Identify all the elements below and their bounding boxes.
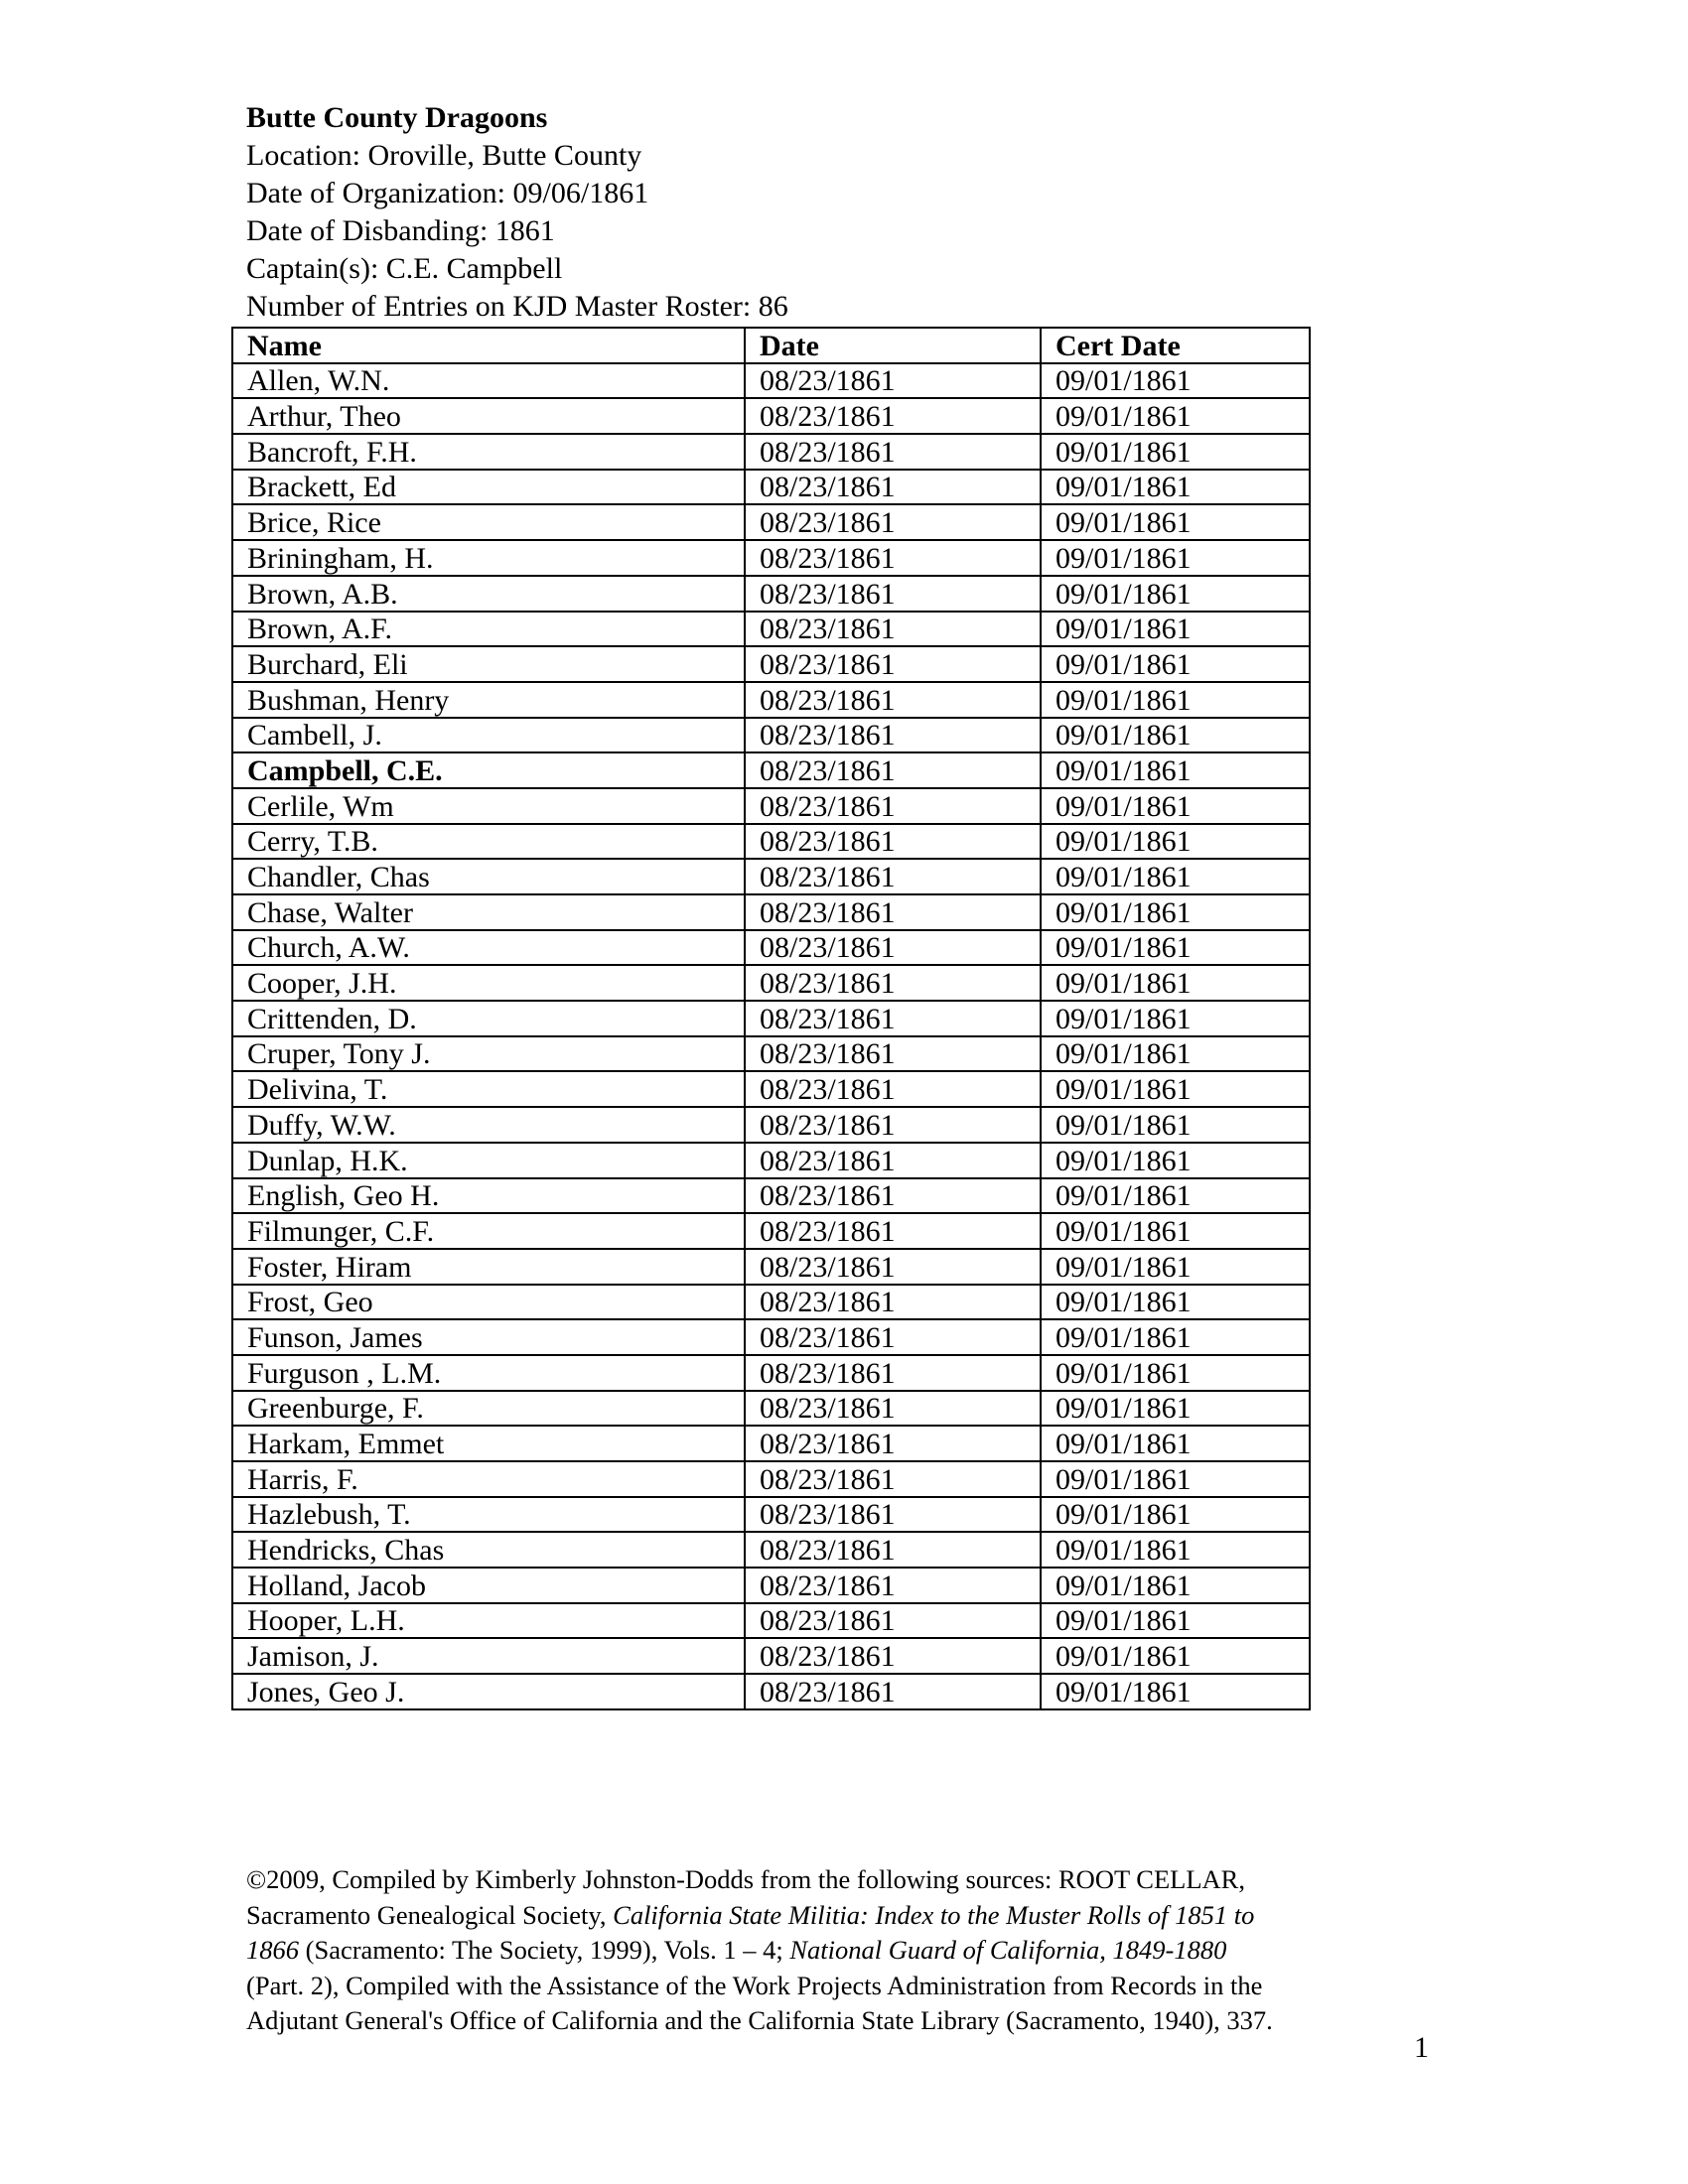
citation-text: (Sacramento: The Society, 1999), Vols. 1 – 4; [299, 1935, 790, 1965]
table-row [232, 965, 1310, 1001]
date-cell: 08/23/1861 [745, 1568, 1041, 1603]
cert-date-cell: 09/01/1861 [1041, 859, 1310, 894]
name-cell: English, Geo H. [232, 1178, 745, 1214]
cert-date-cell: 09/01/1861 [1041, 1638, 1310, 1674]
name-cell: Bushman, Henry [232, 682, 745, 718]
date-cell: 08/23/1861 [745, 1638, 1041, 1674]
date-cell: 08/23/1861 [745, 363, 1041, 399]
cert-date-cell: 09/01/1861 [1041, 612, 1310, 647]
date-cell: 08/23/1861 [745, 1036, 1041, 1072]
roster-header [246, 99, 1438, 326]
date-cell: 08/23/1861 [745, 470, 1041, 505]
date-cell: 08/23/1861 [745, 1674, 1041, 1709]
name-cell: Cruper, Tony J. [232, 1036, 745, 1072]
cert-date-cell: 09/01/1861 [1041, 470, 1310, 505]
page-number: 1 [1414, 2031, 1429, 2064]
column-header-name: Name [232, 328, 745, 363]
table-row [232, 682, 1310, 718]
table-row [232, 1143, 1310, 1178]
date-cell: 08/23/1861 [745, 646, 1041, 682]
cert-date-cell: 09/01/1861 [1041, 824, 1310, 860]
roster-table [231, 327, 1311, 1710]
date-cell: 08/23/1861 [745, 1249, 1041, 1285]
date-cell: 08/23/1861 [745, 1213, 1041, 1249]
name-cell: Burchard, Eli [232, 646, 745, 682]
name-cell: Jamison, J. [232, 1638, 745, 1674]
date-cell: 08/23/1861 [745, 1319, 1041, 1355]
cert-date-cell: 09/01/1861 [1041, 1213, 1310, 1249]
cert-date-cell: 09/01/1861 [1041, 1071, 1310, 1107]
organization-date-line: Date of Organization: 09/06/1861 [246, 177, 649, 209]
column-header-date: Date [745, 328, 1041, 363]
table-row [232, 1107, 1310, 1143]
name-cell: Cerlile, Wm [232, 788, 745, 824]
date-cell: 08/23/1861 [745, 1355, 1041, 1391]
table-row [232, 612, 1310, 647]
name-cell: Filmunger, C.F. [232, 1213, 745, 1249]
cert-date-cell: 09/01/1861 [1041, 1461, 1310, 1497]
table-row [232, 1036, 1310, 1072]
name-cell: Hendricks, Chas [232, 1532, 745, 1568]
name-cell: Cerry, T.B. [232, 824, 745, 860]
date-cell: 08/23/1861 [745, 504, 1041, 540]
table-row [232, 540, 1310, 576]
table-row [232, 1178, 1310, 1214]
name-cell: Jones, Geo J. [232, 1674, 745, 1709]
location-line: Location: Oroville, Butte County [246, 139, 642, 172]
cert-date-cell: 09/01/1861 [1041, 1249, 1310, 1285]
cert-date-cell: 09/01/1861 [1041, 965, 1310, 1001]
cert-date-cell: 09/01/1861 [1041, 1285, 1310, 1320]
cert-date-cell: 09/01/1861 [1041, 1355, 1310, 1391]
table-row [232, 824, 1310, 860]
name-cell: Brown, A.F. [232, 612, 745, 647]
cert-date-cell: 09/01/1861 [1041, 363, 1310, 399]
date-cell: 08/23/1861 [745, 788, 1041, 824]
cert-date-cell: 09/01/1861 [1041, 504, 1310, 540]
date-cell: 08/23/1861 [745, 930, 1041, 966]
cert-date-cell: 09/01/1861 [1041, 1674, 1310, 1709]
table-row [232, 470, 1310, 505]
table-row [232, 504, 1310, 540]
cert-date-cell: 09/01/1861 [1041, 1107, 1310, 1143]
table-row [232, 894, 1310, 930]
table-row [232, 1071, 1310, 1107]
table-row [232, 1391, 1310, 1427]
citation-text: Sacramento Genealogical Society, [246, 1899, 614, 1930]
table-row [232, 1355, 1310, 1391]
cert-date-cell: 09/01/1861 [1041, 1603, 1310, 1639]
citation-line: ©2009, Compiled by Kimberly Johnston-Dodds from the following sources: ROOT CELLAR, [246, 1864, 1245, 1894]
source-citation [246, 1862, 1497, 2039]
name-cell: Chase, Walter [232, 894, 745, 930]
table-row [232, 930, 1310, 966]
table-row [232, 1638, 1310, 1674]
name-cell: Chandler, Chas [232, 859, 745, 894]
date-cell: 08/23/1861 [745, 1107, 1041, 1143]
table-row [232, 1532, 1310, 1568]
name-cell: Church, A.W. [232, 930, 745, 966]
table-row [232, 1461, 1310, 1497]
cert-date-cell: 09/01/1861 [1041, 1319, 1310, 1355]
table-header-row [232, 328, 1310, 363]
citation-line [246, 1898, 1497, 1934]
name-cell: Hooper, L.H. [232, 1603, 745, 1639]
date-cell: 08/23/1861 [745, 894, 1041, 930]
table-row [232, 859, 1310, 894]
table-row [232, 1568, 1310, 1603]
name-cell: Briningham, H. [232, 540, 745, 576]
name-cell: Harkam, Emmet [232, 1426, 745, 1461]
name-cell: Allen, W.N. [232, 363, 745, 399]
cert-date-cell: 09/01/1861 [1041, 398, 1310, 434]
table-row [232, 1674, 1310, 1709]
date-cell: 08/23/1861 [745, 398, 1041, 434]
unit-title: Butte County Dragoons [246, 101, 548, 134]
date-cell: 08/23/1861 [745, 682, 1041, 718]
date-cell: 08/23/1861 [745, 1143, 1041, 1178]
table-row [232, 1426, 1310, 1461]
name-cell: Frost, Geo [232, 1285, 745, 1320]
date-cell: 08/23/1861 [745, 1461, 1041, 1497]
cert-date-cell: 09/01/1861 [1041, 1426, 1310, 1461]
name-cell: Duffy, W.W. [232, 1107, 745, 1143]
cert-date-cell: 09/01/1861 [1041, 1178, 1310, 1214]
date-cell: 08/23/1861 [745, 752, 1041, 788]
citation-line [246, 1933, 1497, 1969]
table-row [232, 1213, 1310, 1249]
date-cell: 08/23/1861 [745, 1001, 1041, 1036]
date-cell: 08/23/1861 [745, 612, 1041, 647]
cert-date-cell: 09/01/1861 [1041, 646, 1310, 682]
name-cell: Campbell, C.E. [232, 752, 745, 788]
table-row [232, 434, 1310, 470]
captains-line: Captain(s): C.E. Campbell [246, 252, 563, 285]
table-row [232, 576, 1310, 612]
date-cell: 08/23/1861 [745, 1178, 1041, 1214]
cert-date-cell: 09/01/1861 [1041, 752, 1310, 788]
date-cell: 08/23/1861 [745, 718, 1041, 753]
table-row [232, 646, 1310, 682]
name-cell: Dunlap, H.K. [232, 1143, 745, 1178]
date-cell: 08/23/1861 [745, 1071, 1041, 1107]
table-row [232, 752, 1310, 788]
date-cell: 08/23/1861 [745, 824, 1041, 860]
name-cell: Harris, F. [232, 1461, 745, 1497]
name-cell: Delivina, T. [232, 1071, 745, 1107]
name-cell: Foster, Hiram [232, 1249, 745, 1285]
cert-date-cell: 09/01/1861 [1041, 576, 1310, 612]
roster-entries-line: Number of Entries on KJD Master Roster: 86 [246, 290, 788, 323]
citation-line: Adjutant General's Office of California and the California State Library (Sacramento, 1940), 337. [246, 2005, 1273, 2035]
date-cell: 08/23/1861 [745, 1285, 1041, 1320]
date-cell: 08/23/1861 [745, 1497, 1041, 1533]
citation-italic-title: California State Militia: Index to the Muster Rolls of 1851 to [613, 1899, 1255, 1930]
table-row [232, 1497, 1310, 1533]
cert-date-cell: 09/01/1861 [1041, 788, 1310, 824]
table-row [232, 1603, 1310, 1639]
cert-date-cell: 09/01/1861 [1041, 718, 1310, 753]
cert-date-cell: 09/01/1861 [1041, 1568, 1310, 1603]
date-cell: 08/23/1861 [745, 965, 1041, 1001]
table-row [232, 1001, 1310, 1036]
date-cell: 08/23/1861 [745, 1426, 1041, 1461]
table-row [232, 363, 1310, 399]
name-cell: Cooper, J.H. [232, 965, 745, 1001]
name-cell: Furguson , L.M. [232, 1355, 745, 1391]
name-cell: Arthur, Theo [232, 398, 745, 434]
table-row [232, 718, 1310, 753]
cert-date-cell: 09/01/1861 [1041, 682, 1310, 718]
cert-date-cell: 09/01/1861 [1041, 1532, 1310, 1568]
cert-date-cell: 09/01/1861 [1041, 1391, 1310, 1427]
citation-line: (Part. 2), Compiled with the Assistance of the Work Projects Administration from Records in the [246, 1970, 1263, 2000]
date-cell: 08/23/1861 [745, 1532, 1041, 1568]
date-cell: 08/23/1861 [745, 540, 1041, 576]
name-cell: Holland, Jacob [232, 1568, 745, 1603]
name-cell: Funson, James [232, 1319, 745, 1355]
name-cell: Hazlebush, T. [232, 1497, 745, 1533]
roster-table-body [232, 363, 1310, 1709]
date-cell: 08/23/1861 [745, 1391, 1041, 1427]
name-cell: Bancroft, F.H. [232, 434, 745, 470]
table-row [232, 398, 1310, 434]
name-cell: Greenburge, F. [232, 1391, 745, 1427]
cert-date-cell: 09/01/1861 [1041, 930, 1310, 966]
date-cell: 08/23/1861 [745, 859, 1041, 894]
name-cell: Crittenden, D. [232, 1001, 745, 1036]
cert-date-cell: 09/01/1861 [1041, 540, 1310, 576]
table-row [232, 1249, 1310, 1285]
cert-date-cell: 09/01/1861 [1041, 434, 1310, 470]
table-row [232, 1285, 1310, 1320]
table-row [232, 1319, 1310, 1355]
date-cell: 08/23/1861 [745, 1603, 1041, 1639]
name-cell: Brice, Rice [232, 504, 745, 540]
cert-date-cell: 09/01/1861 [1041, 1497, 1310, 1533]
name-cell: Brackett, Ed [232, 470, 745, 505]
date-cell: 08/23/1861 [745, 576, 1041, 612]
cert-date-cell: 09/01/1861 [1041, 894, 1310, 930]
table-row [232, 788, 1310, 824]
citation-italic-title: 1866 [246, 1935, 299, 1965]
name-cell: Brown, A.B. [232, 576, 745, 612]
disbanding-date-line: Date of Disbanding: 1861 [246, 214, 555, 247]
cert-date-cell: 09/01/1861 [1041, 1036, 1310, 1072]
name-cell: Cambell, J. [232, 718, 745, 753]
date-cell: 08/23/1861 [745, 434, 1041, 470]
cert-date-cell: 09/01/1861 [1041, 1001, 1310, 1036]
column-header-cert-date: Cert Date [1041, 328, 1310, 363]
cert-date-cell: 09/01/1861 [1041, 1143, 1310, 1178]
citation-italic-title: National Guard of California, 1849-1880 [789, 1935, 1227, 1965]
